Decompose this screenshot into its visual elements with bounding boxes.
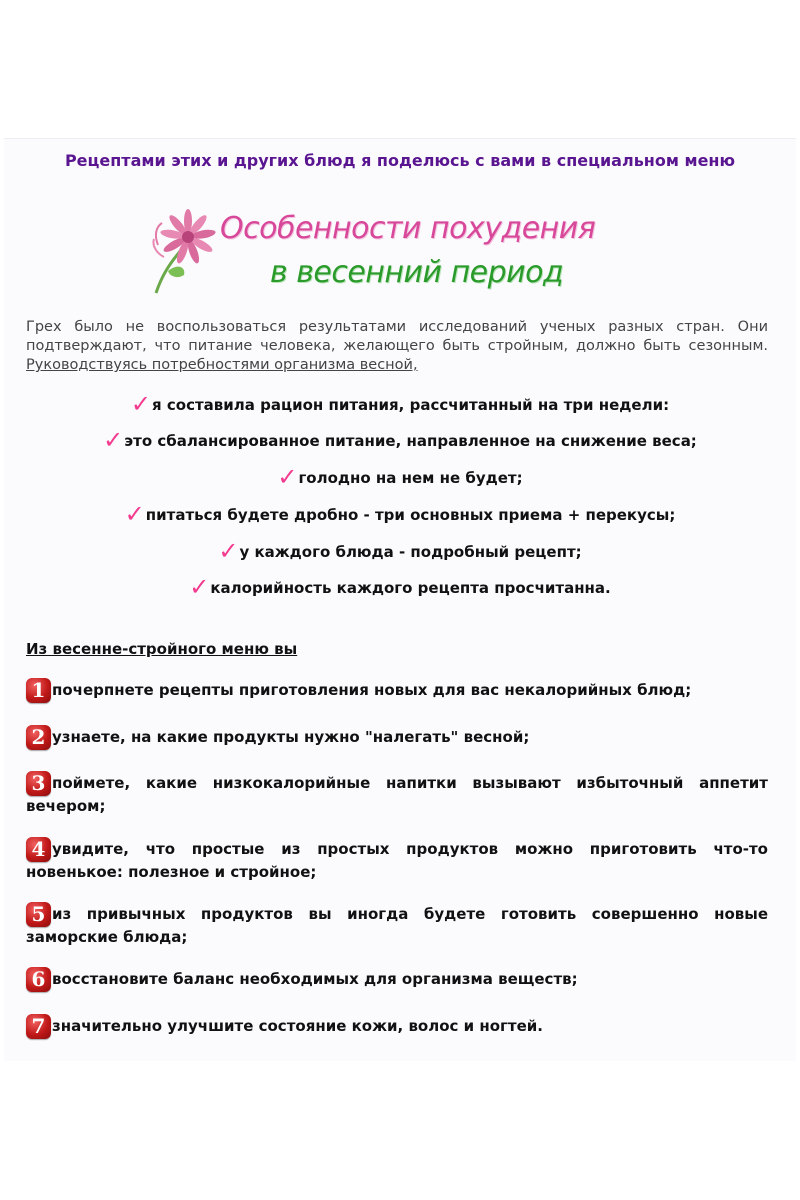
title-banner xyxy=(148,205,668,300)
check-item-text: я составила рацион питания, рассчитанный на три недели: xyxy=(152,396,670,414)
check-item xyxy=(0,535,800,563)
checkmark-icon: ✓ xyxy=(189,573,210,601)
number-badge-icon: 1 xyxy=(26,678,51,703)
numbered-item-text: восстановите баланс необходимых для организма веществ; xyxy=(52,970,578,988)
banner-title-line2: в весенний период xyxy=(270,255,564,290)
section-title: Из весенне-стройного меню вы xyxy=(26,640,298,658)
numbered-item xyxy=(26,1014,768,1039)
numbered-item xyxy=(26,902,768,947)
numbered-item-text: узнаете, на какие продукты нужно "налегать" весной; xyxy=(52,728,530,746)
numbered-item xyxy=(26,837,768,882)
flower-icon xyxy=(148,205,228,300)
checkmark-icon: ✓ xyxy=(103,426,124,454)
number-badge-icon: 6 xyxy=(26,967,51,992)
numbered-item xyxy=(26,725,768,750)
checkmark-icon: ✓ xyxy=(130,390,152,418)
numbered-item-text: увидите, что простые из простых продуктов можно приготовить что-то новенькое: полезное и стройное; xyxy=(26,840,768,881)
numbered-item xyxy=(26,678,768,703)
number-badge-icon: 5 xyxy=(26,902,51,927)
check-item-text: это сбалансированное питание, направленное на снижение веса; xyxy=(124,432,697,450)
check-item-text: у каждого блюда - подробный рецепт; xyxy=(239,543,582,561)
checkmark-icon: ✓ xyxy=(124,500,145,528)
numbered-item-text: из привычных продуктов вы иногда будете готовить совершенно новые заморские блюда; xyxy=(26,905,768,946)
numbered-item xyxy=(26,967,768,992)
banner-title-line1: Особенности похудения xyxy=(220,211,596,246)
intro-text: Грех было не воспользоваться результатами исследований ученых разных стран. Они подтверждают, что питание человека, желающего быть стройным, должно быть сезонным. xyxy=(26,319,768,354)
page-headline: Рецептами этих и других блюд я поделюсь с вами в специальном меню xyxy=(64,151,736,170)
checkmark-icon: ✓ xyxy=(218,537,239,565)
check-item-text: калорийность каждого рецепта просчитанна. xyxy=(210,579,611,597)
numbered-item xyxy=(26,771,768,816)
check-item xyxy=(0,498,800,526)
check-item xyxy=(0,388,800,416)
check-item xyxy=(0,571,800,599)
check-item-text: питаться будете дробно - три основных приема + перекусы; xyxy=(145,506,676,524)
check-item xyxy=(0,461,800,489)
numbered-item-text: значительно улучшите состояние кожи, волос и ногтей. xyxy=(52,1017,543,1035)
number-badge-icon: 4 xyxy=(26,837,51,862)
intro-paragraph xyxy=(26,318,768,375)
intro-underlined-text: Руководствуясь потребностями организма весной, xyxy=(26,357,418,373)
numbered-item-text: поймете, какие низкокалорийные напитки вызывают избыточный аппетит вечером; xyxy=(26,774,768,815)
check-item-text: голодно на нем не будет; xyxy=(298,469,523,487)
numbered-item-text: почерпнете рецепты приготовления новых для вас некалорийных блюд; xyxy=(52,681,692,699)
number-badge-icon: 2 xyxy=(26,725,51,750)
number-badge-icon: 3 xyxy=(26,771,51,796)
number-badge-icon: 7 xyxy=(26,1014,51,1039)
check-item xyxy=(0,424,800,452)
checkmark-icon: ✓ xyxy=(277,463,298,491)
